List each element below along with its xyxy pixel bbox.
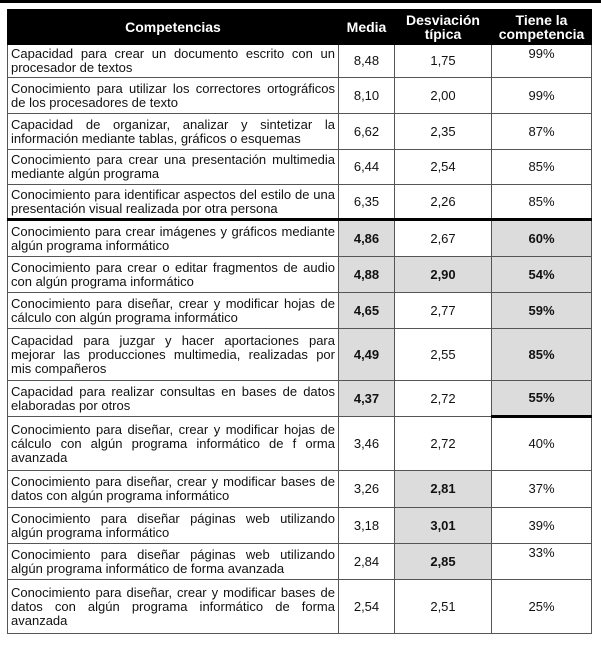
tiene-cell: 54% xyxy=(492,257,592,293)
top-rule xyxy=(0,0,601,3)
header-tiene: Tiene la competencia xyxy=(492,10,592,45)
media-cell: 6,62 xyxy=(339,114,395,150)
desviacion-cell: 2,85 xyxy=(395,544,492,580)
competencia-cell: Conocimiento para identificar aspectos del estilo de una presentación visual realizada por otra persona xyxy=(8,185,339,220)
header-desviacion: Desviación típica xyxy=(395,10,492,45)
table-row xyxy=(8,329,592,381)
competencia-cell: Conocimiento para utilizar los correctores ortográficos de los procesadores de texto xyxy=(8,78,339,114)
competencia-cell: Capacidad para crear un documento escrito con un procesador de textos xyxy=(8,45,339,78)
table-row xyxy=(8,471,592,508)
table-row xyxy=(8,417,592,471)
tiene-cell: 99% xyxy=(492,78,592,114)
desviacion-cell: 2,51 xyxy=(395,580,492,634)
competencias-table xyxy=(7,9,592,634)
table-row xyxy=(8,508,592,544)
tiene-cell: 33% xyxy=(492,544,592,580)
desviacion-cell: 2,00 xyxy=(395,78,492,114)
table-row xyxy=(8,257,592,293)
competencia-cell: Capacidad de organizar, analizar y sintetizar la información mediante tablas, gráficos o esquemas xyxy=(8,114,339,150)
media-cell: 8,48 xyxy=(339,45,395,78)
desviacion-cell: 2,77 xyxy=(395,293,492,329)
tiene-cell: 85% xyxy=(492,329,592,381)
header-media: Media xyxy=(339,10,395,45)
media-cell: 8,10 xyxy=(339,78,395,114)
media-cell: 4,49 xyxy=(339,329,395,381)
table-row xyxy=(8,185,592,220)
competencia-cell: Conocimiento para crear imágenes y gráficos mediante algún programa informático xyxy=(8,220,339,257)
table-row xyxy=(8,150,592,185)
header-row xyxy=(8,10,592,45)
competencia-cell: Conocimiento para diseñar, crear y modificar hojas de cálculo con algún programa informático de f orma avanzada xyxy=(8,417,339,471)
tiene-cell: 59% xyxy=(492,293,592,329)
desviacion-cell: 2,26 xyxy=(395,185,492,220)
desviacion-cell: 2,54 xyxy=(395,150,492,185)
table-row xyxy=(8,220,592,257)
table-row xyxy=(8,45,592,78)
table-row xyxy=(8,78,592,114)
media-cell: 3,46 xyxy=(339,417,395,471)
media-cell: 4,88 xyxy=(339,257,395,293)
competencia-cell: Conocimiento para diseñar, crear y modificar bases de datos con algún programa informático de forma avanzada xyxy=(8,580,339,634)
tiene-cell: 99% xyxy=(492,45,592,78)
tiene-cell: 25% xyxy=(492,580,592,634)
media-cell: 3,26 xyxy=(339,471,395,508)
desviacion-cell: 1,75 xyxy=(395,45,492,78)
desviacion-cell: 2,72 xyxy=(395,417,492,471)
desviacion-cell: 2,35 xyxy=(395,114,492,150)
competencia-cell: Capacidad para juzgar y hacer aportaciones para mejorar las producciones multimedia, realizadas por mis compañeros xyxy=(8,329,339,381)
table-row xyxy=(8,544,592,580)
media-cell: 3,18 xyxy=(339,508,395,544)
competencia-cell: Capacidad para realizar consultas en bases de datos elaboradas por otros xyxy=(8,381,339,417)
competencia-cell: Conocimiento para diseñar, crear y modificar bases de datos con algún programa informático xyxy=(8,471,339,508)
header-competencias: Competencias xyxy=(8,10,339,45)
media-cell: 2,54 xyxy=(339,580,395,634)
desviacion-cell: 2,67 xyxy=(395,220,492,257)
table-row xyxy=(8,293,592,329)
media-cell: 6,44 xyxy=(339,150,395,185)
desviacion-cell: 2,81 xyxy=(395,471,492,508)
desviacion-cell: 2,90 xyxy=(395,257,492,293)
media-cell: 4,65 xyxy=(339,293,395,329)
tiene-cell: 55% xyxy=(492,381,592,417)
competencia-cell: Conocimiento para diseñar, crear y modificar hojas de cálculo con algún programa informático xyxy=(8,293,339,329)
tiene-cell: 85% xyxy=(492,185,592,220)
table-row xyxy=(8,381,592,417)
desviacion-cell: 2,55 xyxy=(395,329,492,381)
table-row xyxy=(8,580,592,634)
tiene-cell: 87% xyxy=(492,114,592,150)
competencia-cell: Conocimiento para crear una presentación multimedia mediante algún programa xyxy=(8,150,339,185)
competencia-cell: Conocimiento para diseñar páginas web utilizando algún programa informático xyxy=(8,508,339,544)
desviacion-cell: 3,01 xyxy=(395,508,492,544)
competencia-cell: Conocimiento para crear o editar fragmentos de audio con algún programa informático xyxy=(8,257,339,293)
media-cell: 6,35 xyxy=(339,185,395,220)
media-cell: 2,84 xyxy=(339,544,395,580)
tiene-cell: 85% xyxy=(492,150,592,185)
media-cell: 4,86 xyxy=(339,220,395,257)
tiene-cell: 60% xyxy=(492,220,592,257)
tiene-cell: 37% xyxy=(492,471,592,508)
media-cell: 4,37 xyxy=(339,381,395,417)
tiene-cell: 39% xyxy=(492,508,592,544)
desviacion-cell: 2,72 xyxy=(395,381,492,417)
competencia-cell: Conocimiento para diseñar páginas web utilizando algún programa informático de forma avanzada xyxy=(8,544,339,580)
table-row xyxy=(8,114,592,150)
tiene-cell: 40% xyxy=(492,417,592,471)
